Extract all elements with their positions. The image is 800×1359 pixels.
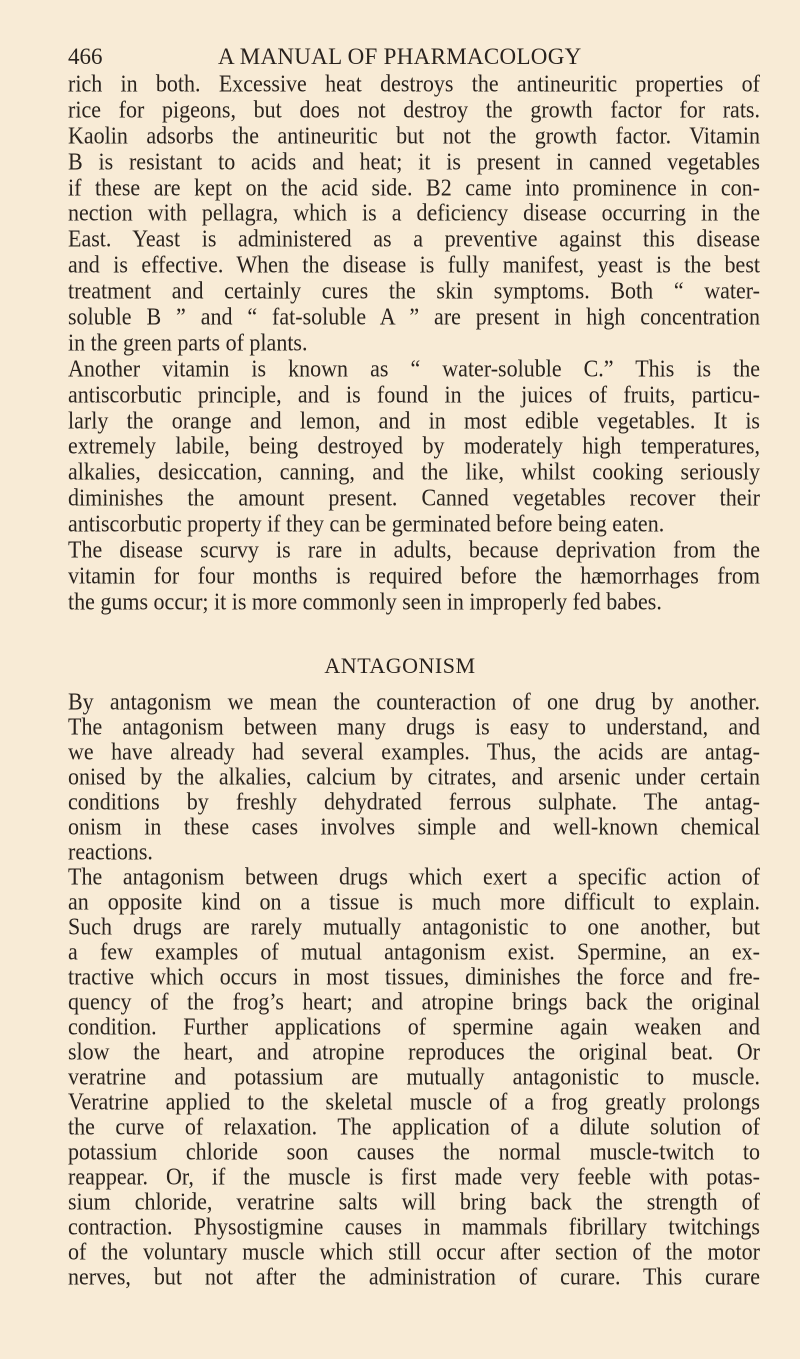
text-line: tractive which occurs in most tissues, diminishes the force and fre- (68, 963, 760, 990)
text-line: The disease scurvy is rare in adults, because deprivation from the (68, 535, 760, 563)
text-line: an opposite kind on a tissue is much more difficult to explain. (68, 888, 760, 915)
paragraph (68, 356, 760, 537)
text-line: if these are kept on the acid side. B2 came into prominence in con- (68, 173, 760, 201)
text-line: of the voluntary muscle which still occur after section of the motor (68, 1238, 760, 1265)
text-line: rich in both. Excessive heat destroys the antineuritic properties of (68, 69, 760, 97)
text-line: soluble B ” and “ fat-soluble A ” are present in high concentration (68, 302, 760, 330)
text-line: extremely labile, being destroyed by moderately high temperatures, (68, 432, 760, 460)
text-line: condition. Further applications of spermine again weaken and (68, 1013, 760, 1040)
page-number: 466 (68, 44, 103, 69)
text-line: the curve of relaxation. The application of a dilute solution of (68, 1113, 760, 1140)
text-line: Kaolin adsorbs the antineuritic but not the growth factor. Vitamin (68, 121, 760, 149)
text-line: onised by the alkalies, calcium by citrates, and arsenic under certain (68, 763, 760, 790)
text-line: and is effective. When the disease is fully manifest, yeast is the best (68, 251, 760, 279)
text-line: contraction. Physostigmine causes in mammals fibrillary twitchings (68, 1213, 760, 1240)
text-line: Veratrine applied to the skeletal muscle of a frog greatly prolongs (68, 1088, 760, 1115)
text-line: nerves, but not after the administration of curare. This curare (68, 1263, 760, 1290)
text-line: B is resistant to acids and heat; it is present in canned vegetables (68, 147, 760, 175)
text-line: East. Yeast is administered as a preventive against this disease (68, 225, 760, 253)
running-title: A MANUAL OF PHARMACOLOGY (218, 44, 582, 69)
text-line: veratrine and potassium are mutually antagonistic to muscle. (68, 1063, 760, 1090)
text-line: reactions. (68, 838, 153, 865)
text-line: nection with pellagra, which is a deficiency disease occurring in the (68, 199, 760, 227)
text-line: the gums occur; it is more commonly seen in improperly fed babes. (68, 587, 662, 615)
body-text-antagonism (68, 689, 760, 1289)
text-line: antiscorbutic property if they can be germinated before being eaten. (68, 510, 665, 538)
text-line: vitamin for four months is required before the hæmorrhages from (68, 561, 760, 589)
text-line: larly the orange and lemon, and in most edible vegetables. It is (68, 406, 760, 434)
text-line: we have already had several examples. Thus, the acids are antag- (68, 738, 760, 765)
text-line: Another vitamin is known as “ water-soluble C.” This is the (68, 354, 760, 382)
text-line: a few examples of mutual antagonism exist. Spermine, an ex- (68, 938, 760, 965)
text-line: onism in these cases involves simple and well-known chemical (68, 813, 760, 840)
text-line: treatment and certainly cures the skin symptoms. Both “ water- (68, 277, 760, 305)
text-line: rice for pigeons, but does not destroy the growth factor for rats. (68, 95, 760, 123)
text-line: The antagonism between many drugs is easy to understand, and (68, 713, 760, 740)
text-line: The antagonism between drugs which exert a specific action of (68, 863, 760, 890)
text-line: Such drugs are rarely mutually antagonistic to one another, but (68, 913, 760, 940)
body-text-vitamins (68, 71, 760, 615)
text-line: sium chloride, veratrine salts will bring back the strength of (68, 1188, 760, 1215)
text-line: slow the heart, and atropine reproduces the original beat. Or (68, 1038, 760, 1065)
text-line: alkalies, desiccation, canning, and the like, whilst cooking seriously (68, 458, 760, 486)
text-line: conditions by freshly dehydrated ferrous sulphate. The antag- (68, 788, 760, 815)
text-line: By antagonism we mean the counteraction of one drug by another. (68, 688, 760, 715)
text-line: quency of the frog’s heart; and atropine brings back the original (68, 988, 760, 1015)
section-heading: ANTAGONISM (324, 653, 476, 678)
text-line: reappear. Or, if the muscle is first made very feeble with potas- (68, 1163, 760, 1190)
paragraph (68, 864, 760, 1289)
paragraph (68, 689, 760, 864)
paragraph (68, 71, 760, 356)
text-line: in the green parts of plants. (68, 328, 308, 356)
paragraph (68, 537, 760, 615)
text-line: antiscorbutic principle, and is found in the juices of fruits, particu- (68, 380, 760, 408)
text-line: diminishes the amount present. Canned vegetables recover their (68, 484, 760, 512)
text-line: potassium chloride soon causes the normal muscle-twitch to (68, 1138, 760, 1165)
